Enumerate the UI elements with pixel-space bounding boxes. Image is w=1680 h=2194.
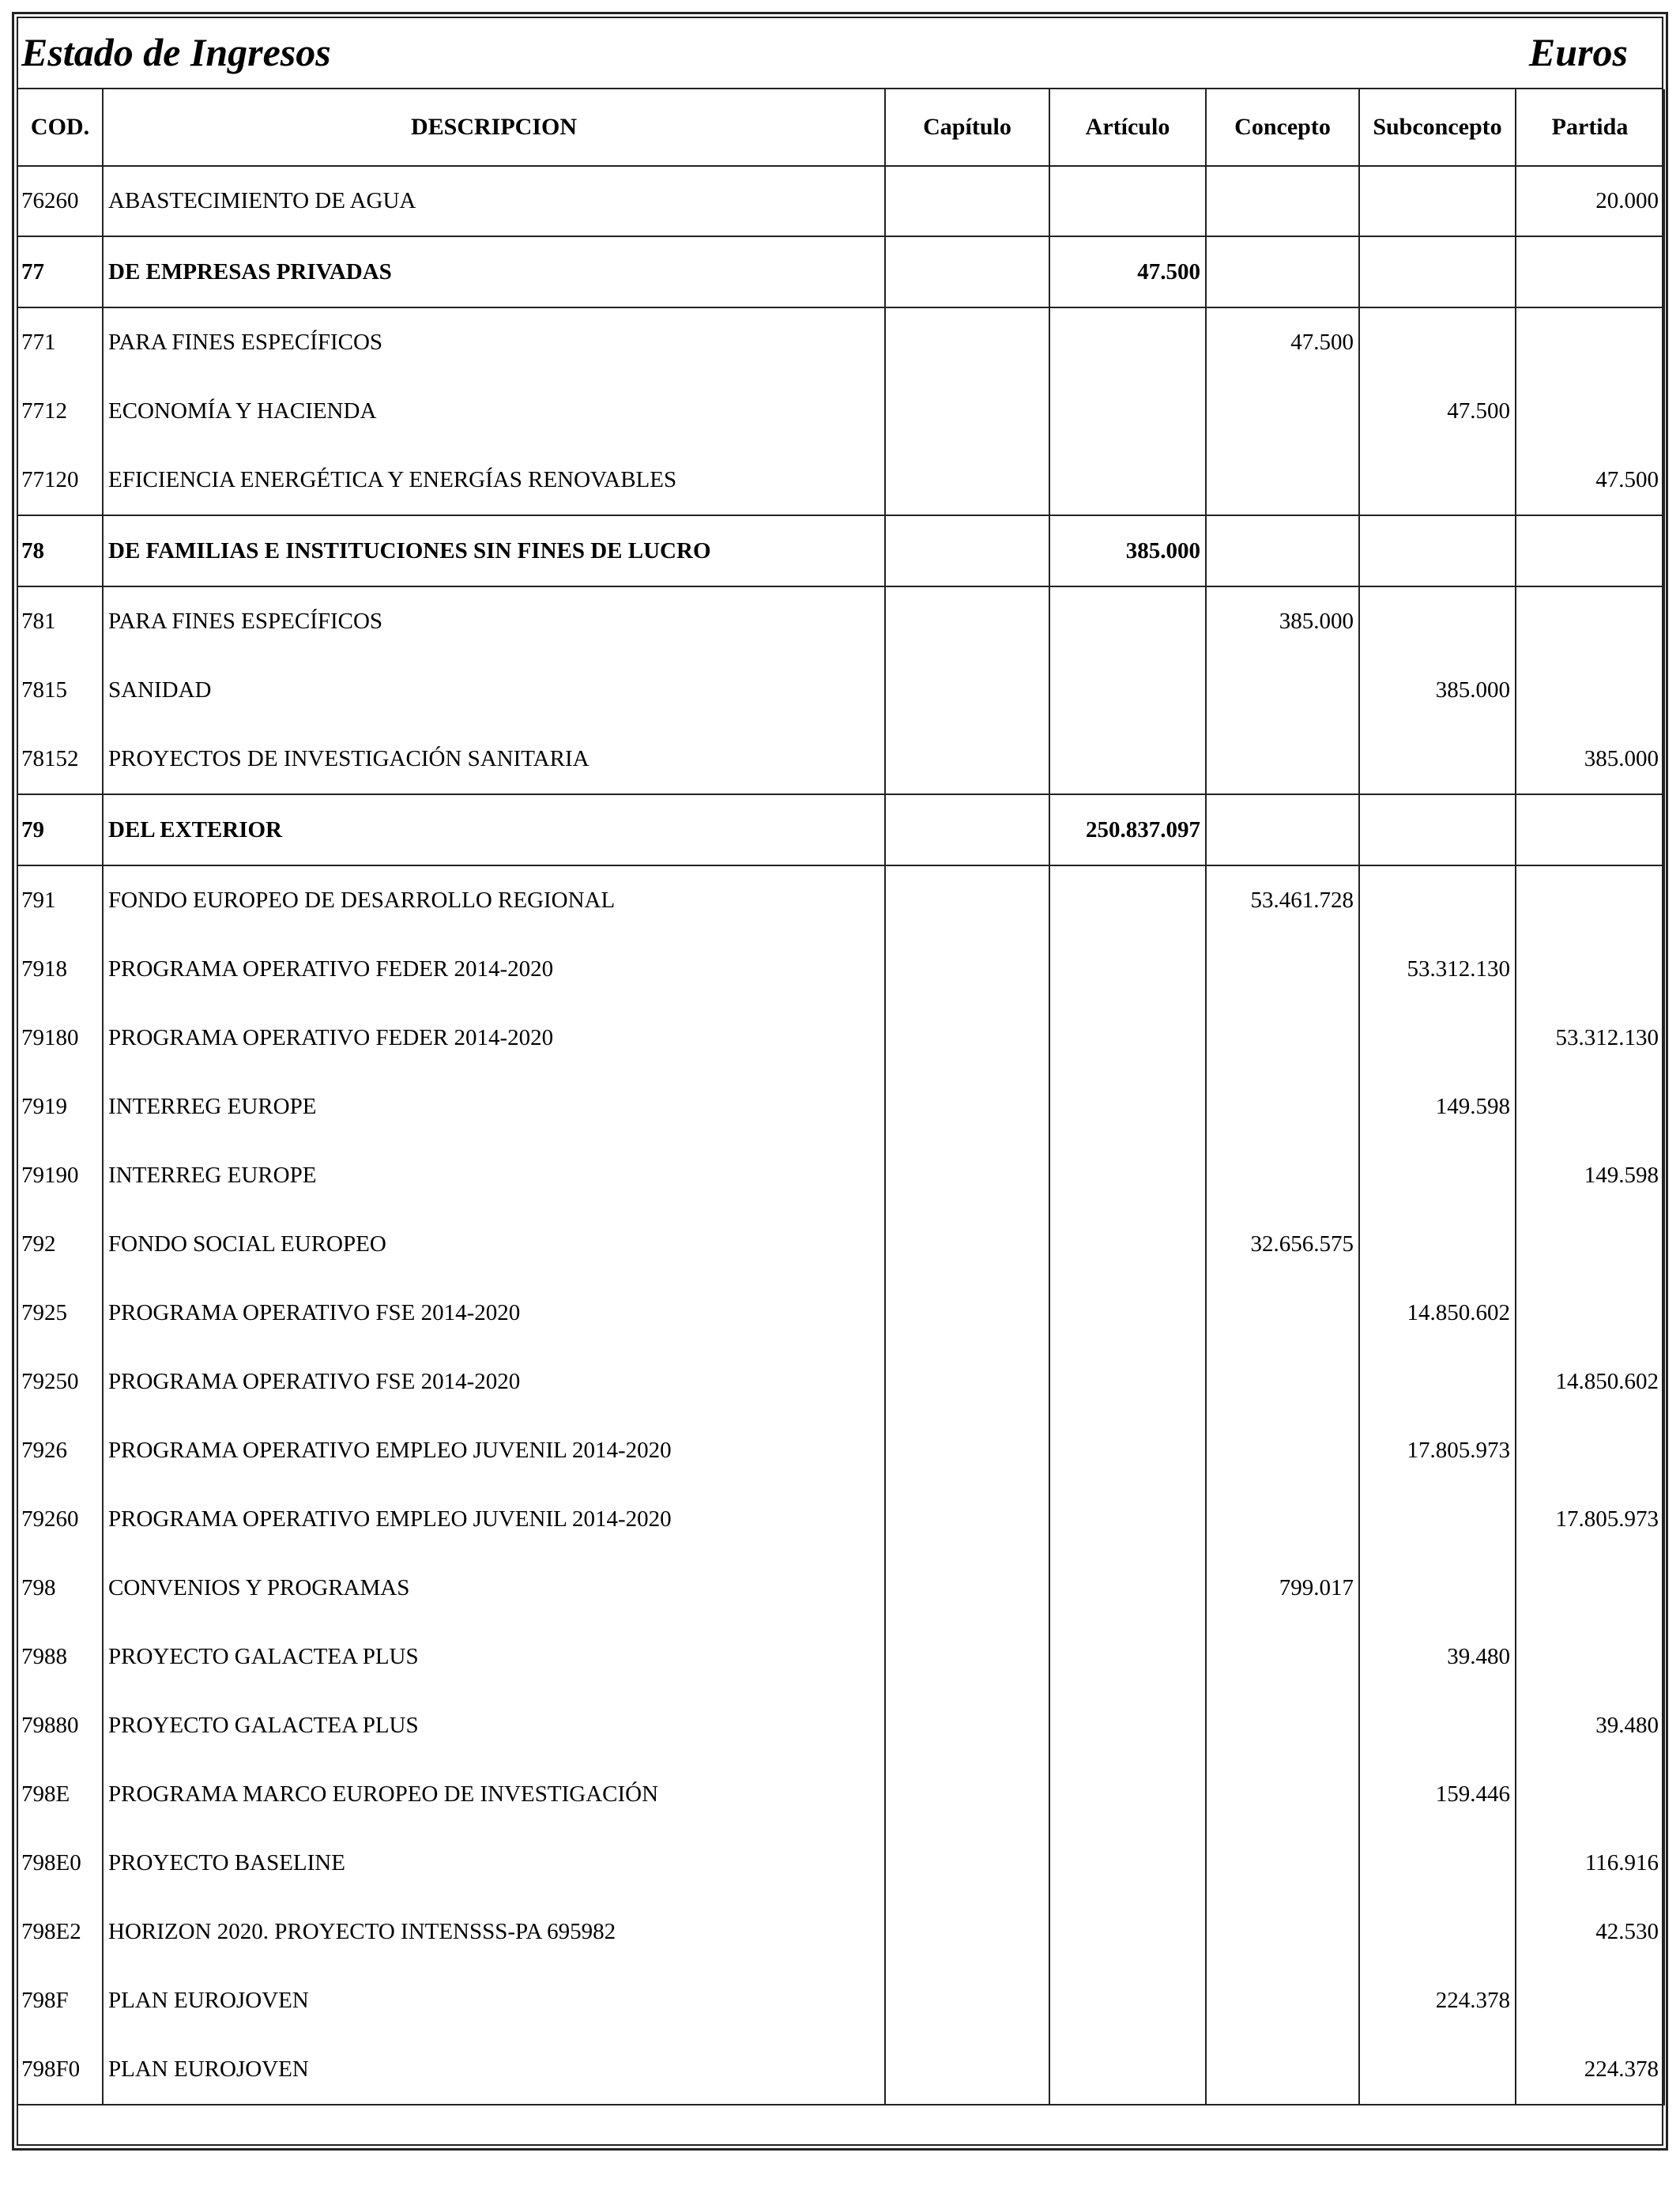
table-row (17, 1760, 1664, 1829)
table-row (17, 1623, 1664, 1691)
table-row (17, 1141, 1664, 1210)
cell-concepto (1206, 935, 1359, 1004)
cell-subconcepto (1359, 794, 1516, 865)
cell-subconcepto (1359, 166, 1516, 236)
cell-subconcepto (1359, 865, 1516, 935)
cell-descripcion: PROYECTO GALACTEA PLUS (103, 1623, 885, 1691)
cell-concepto (1206, 1072, 1359, 1141)
cell-cod: 79180 (17, 1004, 103, 1072)
table-row (17, 1966, 1664, 2035)
table-row (17, 1279, 1664, 1348)
cell-capitulo (885, 1966, 1049, 2035)
cell-capitulo (885, 515, 1049, 586)
header-concepto: Concepto (1206, 89, 1359, 166)
cell-descripcion: DE EMPRESAS PRIVADAS (103, 236, 885, 307)
table-header-row (17, 89, 1664, 166)
cell-descripcion: PROGRAMA MARCO EUROPEO DE INVESTIGACIÓN (103, 1760, 885, 1829)
cell-articulo (1049, 1072, 1206, 1141)
cell-articulo (1049, 1829, 1206, 1898)
cell-subconcepto (1359, 1898, 1516, 1966)
cell-descripcion: SANIDAD (103, 656, 885, 725)
cell-cod: 798 (17, 1554, 103, 1623)
cell-articulo (1049, 2035, 1206, 2105)
cell-capitulo (885, 1829, 1049, 1898)
header-subconcepto: Subconcepto (1359, 89, 1516, 166)
cell-partida (1516, 794, 1664, 865)
cell-capitulo (885, 1554, 1049, 1623)
cell-concepto (1206, 2035, 1359, 2105)
header-capitulo: Capítulo (885, 89, 1049, 166)
table-row (17, 515, 1664, 586)
cell-concepto (1206, 1416, 1359, 1485)
cell-descripcion: HORIZON 2020. PROYECTO INTENSSS-PA 695982 (103, 1898, 885, 1966)
cell-descripcion: INTERREG EUROPE (103, 1141, 885, 1210)
cell-concepto: 53.461.728 (1206, 865, 1359, 935)
cell-descripcion: PROGRAMA OPERATIVO EMPLEO JUVENIL 2014-2020 (103, 1416, 885, 1485)
cell-partida (1516, 1623, 1664, 1691)
cell-descripcion: PROGRAMA OPERATIVO FSE 2014-2020 (103, 1279, 885, 1348)
cell-capitulo (885, 1279, 1049, 1348)
cell-articulo (1049, 865, 1206, 935)
cell-capitulo (885, 656, 1049, 725)
cell-cod: 7988 (17, 1623, 103, 1691)
table-row (17, 1072, 1664, 1141)
cell-partida (1516, 656, 1664, 725)
cell-capitulo (885, 1004, 1049, 1072)
cell-descripcion: PARA FINES ESPECÍFICOS (103, 586, 885, 656)
cell-capitulo (885, 1623, 1049, 1691)
header-cod: COD. (17, 89, 103, 166)
cell-subconcepto: 47.500 (1359, 377, 1516, 446)
cell-partida (1516, 1760, 1664, 1829)
cell-articulo (1049, 935, 1206, 1004)
cell-partida: 224.378 (1516, 2035, 1664, 2105)
cell-capitulo (885, 1210, 1049, 1279)
cell-cod: 798E2 (17, 1898, 103, 1966)
cell-articulo (1049, 1485, 1206, 1554)
cell-cod: 798F (17, 1966, 103, 2035)
currency-label: Euros (1528, 30, 1628, 74)
cell-capitulo (885, 166, 1049, 236)
cell-subconcepto: 39.480 (1359, 1623, 1516, 1691)
cell-cod: 7926 (17, 1416, 103, 1485)
cell-partida: 17.805.973 (1516, 1485, 1664, 1554)
table-body (17, 166, 1664, 2105)
cell-partida: 42.530 (1516, 1898, 1664, 1966)
table-row (17, 1829, 1664, 1898)
cell-partida: 20.000 (1516, 166, 1664, 236)
cell-concepto (1206, 1279, 1359, 1348)
cell-capitulo (885, 865, 1049, 935)
cell-capitulo (885, 725, 1049, 794)
table-row (17, 166, 1664, 236)
cell-articulo (1049, 1416, 1206, 1485)
cell-subconcepto (1359, 1554, 1516, 1623)
cell-subconcepto (1359, 1348, 1516, 1416)
document-title-bar (17, 17, 1663, 89)
cell-concepto (1206, 1898, 1359, 1966)
income-table (17, 89, 1665, 2105)
cell-subconcepto (1359, 2035, 1516, 2105)
cell-capitulo (885, 935, 1049, 1004)
cell-cod: 781 (17, 586, 103, 656)
cell-subconcepto: 149.598 (1359, 1072, 1516, 1141)
cell-capitulo (885, 1416, 1049, 1485)
cell-articulo (1049, 1966, 1206, 2035)
cell-concepto (1206, 1141, 1359, 1210)
cell-concepto (1206, 1485, 1359, 1554)
cell-partida (1516, 1554, 1664, 1623)
cell-cod: 798E0 (17, 1829, 103, 1898)
cell-cod: 79250 (17, 1348, 103, 1416)
cell-cod: 77 (17, 236, 103, 307)
cell-cod: 79260 (17, 1485, 103, 1554)
cell-descripcion: ECONOMÍA Y HACIENDA (103, 377, 885, 446)
cell-subconcepto (1359, 1210, 1516, 1279)
cell-partida: 385.000 (1516, 725, 1664, 794)
cell-articulo (1049, 656, 1206, 725)
cell-cod: 771 (17, 307, 103, 377)
cell-cod: 7712 (17, 377, 103, 446)
cell-subconcepto (1359, 1485, 1516, 1554)
cell-concepto (1206, 1760, 1359, 1829)
cell-concepto (1206, 794, 1359, 865)
cell-cod: 798E (17, 1760, 103, 1829)
cell-subconcepto (1359, 1141, 1516, 1210)
cell-concepto (1206, 377, 1359, 446)
cell-concepto (1206, 236, 1359, 307)
cell-partida (1516, 935, 1664, 1004)
cell-articulo (1049, 1348, 1206, 1416)
cell-descripcion: PROGRAMA OPERATIVO FEDER 2014-2020 (103, 1004, 885, 1072)
cell-subconcepto: 14.850.602 (1359, 1279, 1516, 1348)
cell-cod: 7815 (17, 656, 103, 725)
cell-descripcion: ABASTECIMIENTO DE AGUA (103, 166, 885, 236)
cell-subconcepto (1359, 515, 1516, 586)
cell-capitulo (885, 377, 1049, 446)
cell-concepto: 47.500 (1206, 307, 1359, 377)
cell-concepto (1206, 1004, 1359, 1072)
cell-cod: 77120 (17, 446, 103, 515)
cell-partida (1516, 515, 1664, 586)
header-descripcion: DESCRIPCION (103, 89, 885, 166)
cell-articulo: 47.500 (1049, 236, 1206, 307)
table-row (17, 446, 1664, 515)
cell-subconcepto: 159.446 (1359, 1760, 1516, 1829)
cell-concepto: 799.017 (1206, 1554, 1359, 1623)
table-row (17, 656, 1664, 725)
cell-articulo (1049, 725, 1206, 794)
cell-capitulo (885, 586, 1049, 656)
cell-articulo (1049, 1554, 1206, 1623)
cell-concepto: 385.000 (1206, 586, 1359, 656)
cell-cod: 79190 (17, 1141, 103, 1210)
cell-descripcion: DE FAMILIAS E INSTITUCIONES SIN FINES DE LUCRO (103, 515, 885, 586)
cell-subconcepto: 385.000 (1359, 656, 1516, 725)
cell-descripcion: CONVENIOS Y PROGRAMAS (103, 1554, 885, 1623)
cell-concepto (1206, 1623, 1359, 1691)
cell-descripcion: FONDO SOCIAL EUROPEO (103, 1210, 885, 1279)
cell-capitulo (885, 1072, 1049, 1141)
cell-partida (1516, 1416, 1664, 1485)
cell-capitulo (885, 236, 1049, 307)
cell-partida: 149.598 (1516, 1141, 1664, 1210)
cell-partida (1516, 236, 1664, 307)
cell-concepto (1206, 725, 1359, 794)
cell-cod: 7919 (17, 1072, 103, 1141)
cell-articulo (1049, 1760, 1206, 1829)
cell-descripcion: PARA FINES ESPECÍFICOS (103, 307, 885, 377)
table-row (17, 1210, 1664, 1279)
cell-cod: 76260 (17, 166, 103, 236)
table-row (17, 794, 1664, 865)
cell-subconcepto: 224.378 (1359, 1966, 1516, 2035)
table-row (17, 1554, 1664, 1623)
cell-partida (1516, 377, 1664, 446)
cell-concepto (1206, 1829, 1359, 1898)
cell-partida: 116.916 (1516, 1829, 1664, 1898)
cell-partida (1516, 1279, 1664, 1348)
cell-articulo: 385.000 (1049, 515, 1206, 586)
cell-articulo (1049, 377, 1206, 446)
cell-capitulo (885, 2035, 1049, 2105)
table-row (17, 377, 1664, 446)
cell-cod: 7925 (17, 1279, 103, 1348)
cell-cod: 791 (17, 865, 103, 935)
cell-partida (1516, 1966, 1664, 2035)
cell-articulo (1049, 446, 1206, 515)
cell-articulo (1049, 1623, 1206, 1691)
cell-articulo (1049, 1210, 1206, 1279)
cell-concepto (1206, 1691, 1359, 1760)
cell-descripcion: PROYECTO GALACTEA PLUS (103, 1691, 885, 1760)
cell-cod: 798F0 (17, 2035, 103, 2105)
cell-descripcion: PROGRAMA OPERATIVO FSE 2014-2020 (103, 1348, 885, 1416)
cell-capitulo (885, 1348, 1049, 1416)
cell-articulo (1049, 166, 1206, 236)
cell-capitulo (885, 1691, 1049, 1760)
cell-capitulo (885, 446, 1049, 515)
cell-partida: 14.850.602 (1516, 1348, 1664, 1416)
header-articulo: Artículo (1049, 89, 1206, 166)
cell-concepto (1206, 446, 1359, 515)
table-row (17, 725, 1664, 794)
cell-partida: 47.500 (1516, 446, 1664, 515)
cell-concepto (1206, 515, 1359, 586)
cell-capitulo (885, 1141, 1049, 1210)
table-row (17, 1485, 1664, 1554)
table-row (17, 1348, 1664, 1416)
cell-subconcepto: 53.312.130 (1359, 935, 1516, 1004)
cell-subconcepto (1359, 236, 1516, 307)
table-row (17, 307, 1664, 377)
document-title: Estado de Ingresos (21, 30, 331, 74)
cell-descripcion: PLAN EUROJOVEN (103, 1966, 885, 2035)
cell-subconcepto (1359, 307, 1516, 377)
table-row (17, 935, 1664, 1004)
table-row (17, 586, 1664, 656)
cell-capitulo (885, 794, 1049, 865)
cell-subconcepto (1359, 446, 1516, 515)
cell-articulo (1049, 586, 1206, 656)
cell-descripcion: PROYECTO BASELINE (103, 1829, 885, 1898)
cell-articulo (1049, 1279, 1206, 1348)
cell-subconcepto (1359, 586, 1516, 656)
cell-partida: 53.312.130 (1516, 1004, 1664, 1072)
cell-subconcepto: 17.805.973 (1359, 1416, 1516, 1485)
header-partida: Partida (1516, 89, 1664, 166)
cell-subconcepto (1359, 725, 1516, 794)
cell-cod: 79880 (17, 1691, 103, 1760)
cell-capitulo (885, 1898, 1049, 1966)
cell-descripcion: DEL EXTERIOR (103, 794, 885, 865)
cell-articulo (1049, 1004, 1206, 1072)
cell-descripcion: PROYECTOS DE INVESTIGACIÓN SANITARIA (103, 725, 885, 794)
cell-descripcion: FONDO EUROPEO DE DESARROLLO REGIONAL (103, 865, 885, 935)
cell-partida: 39.480 (1516, 1691, 1664, 1760)
cell-capitulo (885, 1760, 1049, 1829)
table-row (17, 1004, 1664, 1072)
cell-subconcepto (1359, 1829, 1516, 1898)
cell-partida (1516, 307, 1664, 377)
cell-articulo (1049, 1898, 1206, 1966)
cell-cod: 78 (17, 515, 103, 586)
table-row (17, 1898, 1664, 1966)
cell-concepto (1206, 1348, 1359, 1416)
cell-descripcion: PLAN EUROJOVEN (103, 2035, 885, 2105)
cell-partida (1516, 1210, 1664, 1279)
cell-descripcion: EFICIENCIA ENERGÉTICA Y ENERGÍAS RENOVABLES (103, 446, 885, 515)
cell-subconcepto (1359, 1004, 1516, 1072)
cell-partida (1516, 865, 1664, 935)
cell-concepto: 32.656.575 (1206, 1210, 1359, 1279)
table-row (17, 2035, 1664, 2105)
cell-partida (1516, 1072, 1664, 1141)
cell-descripcion: PROGRAMA OPERATIVO EMPLEO JUVENIL 2014-2020 (103, 1485, 885, 1554)
cell-cod: 7918 (17, 935, 103, 1004)
cell-capitulo (885, 1485, 1049, 1554)
cell-articulo (1049, 1141, 1206, 1210)
table-row (17, 1416, 1664, 1485)
table-row (17, 865, 1664, 935)
cell-cod: 78152 (17, 725, 103, 794)
cell-articulo (1049, 1691, 1206, 1760)
cell-subconcepto (1359, 1691, 1516, 1760)
table-row (17, 1691, 1664, 1760)
cell-articulo (1049, 307, 1206, 377)
table-row (17, 236, 1664, 307)
cell-partida (1516, 586, 1664, 656)
cell-articulo: 250.837.097 (1049, 794, 1206, 865)
cell-descripcion: INTERREG EUROPE (103, 1072, 885, 1141)
cell-concepto (1206, 166, 1359, 236)
cell-cod: 792 (17, 1210, 103, 1279)
cell-cod: 79 (17, 794, 103, 865)
cell-descripcion: PROGRAMA OPERATIVO FEDER 2014-2020 (103, 935, 885, 1004)
cell-concepto (1206, 656, 1359, 725)
cell-capitulo (885, 307, 1049, 377)
cell-concepto (1206, 1966, 1359, 2035)
